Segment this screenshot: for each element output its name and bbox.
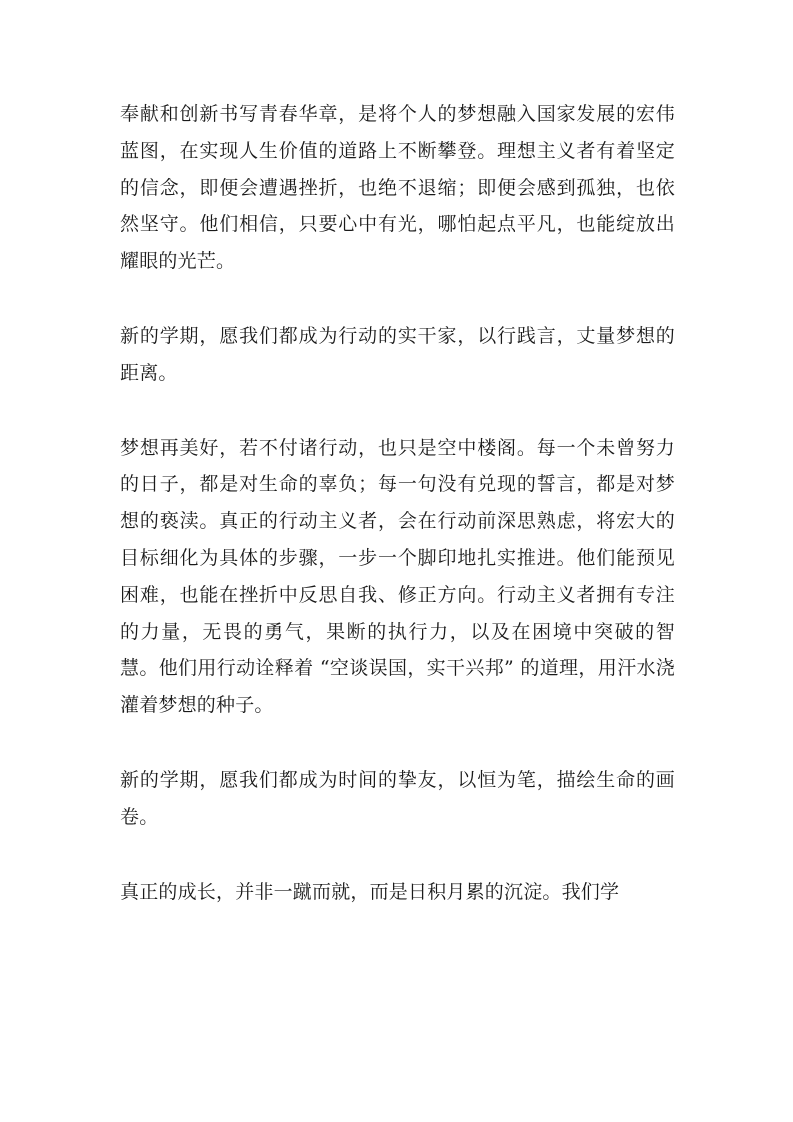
document-page xyxy=(120,96,675,948)
paragraph-1: 奉献和创新书写青春华章，是将个人的梦想融入国家发展的宏伟蓝图，在实现人生价值的道路上不断攀登。理想主义者有着坚定的信念，即便会遭遇挫折，也绝不退缩；即便会感到孤独，也依然坚守。他们相信，只要心中有光，哪怕起点平凡，也能绽放出耀眼的光芒。 xyxy=(120,103,675,273)
paragraph-4: 新的学期，愿我们都成为时间的挚友，以恒为笔，描绘生命的画卷。 xyxy=(120,768,675,828)
paragraph-2: 新的学期，愿我们都成为行动的实干家，以行践言，丈量梦想的距离。 xyxy=(120,324,675,384)
paragraph-5: 真正的成长，并非一蹴而就，而是日积月累的沉淀。我们学 xyxy=(120,880,620,903)
paragraph-3: 梦想再美好，若不付诸行动，也只是空中楼阁。每一个未曾努力的日子，都是对生命的辜负；每一句没有兑现的誓言，都是对梦想的亵渎。真正的行动主义者，会在行动前深思熟虑，将宏大的目标细化为具体的步骤，一步一个脚印地扎实推进。他们能预见困难，也能在挫折中反思自我、修正方向。行动主义者拥有专注的力量，无畏的勇气，果断的执行力，以及在困境中突破的智慧。他们用行动诠释着 “空谈误国，实干兴邦” 的道理，用汗水浇灌着梦想的种子。 xyxy=(120,436,675,717)
